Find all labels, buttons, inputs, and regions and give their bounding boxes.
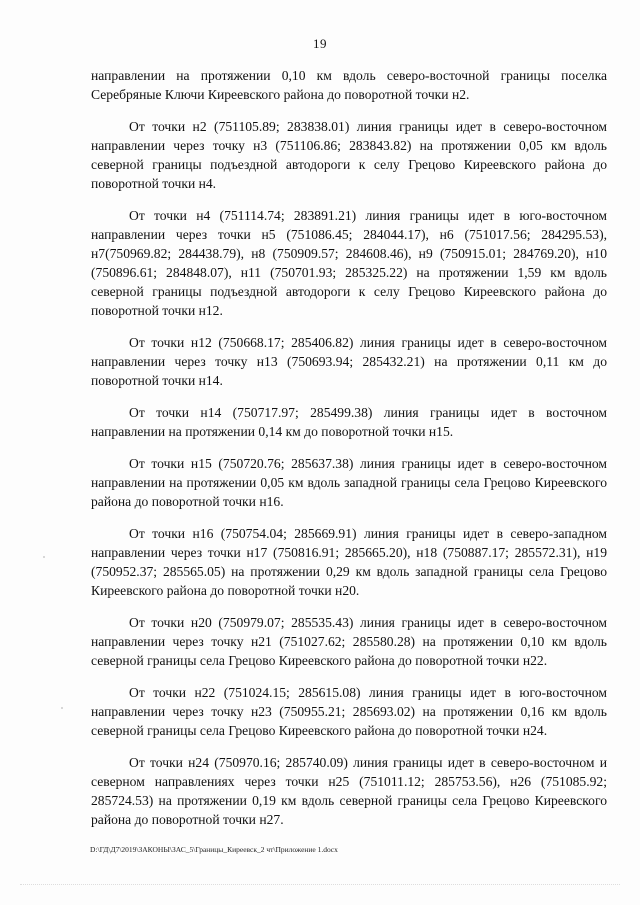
- paragraph: От точки н22 (751024.15; 285615.08) линия границы идет в юго-восточном направлении через точку н23 (750955.21; 285693.02) на протяжении 0,16 км вдоль северной границы села Грецово Киреевского района до поворотной точки н24.: [91, 685, 607, 738]
- document-body: [91, 66, 607, 842]
- paragraph: От точки н4 (751114.74; 283891.21) линия границы идет в юго-восточном направлении через точки н5 (751086.45; 284044.17), н6 (751017.56; 284295.53), н7(750969.82; 284438.79), н8 (750909.57; 284608.46), н9 (750915.01; 284769.20), н10 (750896.61; 284848.07), н11 (750701.93; 285325.22) на протяжении 1,59 км вдоль северной границы подъездной автодороги к селу Грецово Киреевского района до поворотной точки н12.: [91, 208, 607, 318]
- paragraph: От точки н15 (750720.76; 285637.38) линия границы идет в северо-восточном направлении на протяжении 0,05 км вдоль западной границы села Грецово Киреевского района до поворотной точки н16.: [91, 456, 607, 509]
- paragraph: От точки н16 (750754.04; 285669.91) линия границы идет в северо-западном направлении через точки н17 (750816.91; 285665.20), н18 (750887.17; 285572.31), н19 (750952.37; 285565.05) на протяжении 0,29 км вдоль западной границы села Грецово Киреевского района до поворотной точки н20.: [91, 526, 607, 598]
- paragraph: От точки н14 (750717.97; 285499.38) линия границы идет в восточном направлении на протяжении 0,14 км до поворотной точки н15.: [91, 405, 607, 439]
- paragraph: От точки н24 (750970.16; 285740.09) линия границы идет в северо-восточном и северном направлениях через точки н25 (751011.12; 285753.56), н26 (751085.92; 285724.53) на протяжении 0,19 км вдоль северной границы села Грецово Киреевского района до поворотной точки н27.: [91, 755, 607, 827]
- paragraph: От точки н20 (750979.07; 285535.43) линия границы идет в северо-восточном направлении через точку н21 (751027.62; 285580.28) на протяжении 0,10 км вдоль северной границы села Грецово Киреевского района до поворотной точки н22.: [91, 615, 607, 668]
- file-path-footer: D:\ГД\Д7\2019\ЗАКОНЫ\ЗАС_5\Границы_Киреевск_2 чт\Приложение 1.docx: [90, 845, 338, 854]
- page-number: 19: [313, 36, 327, 51]
- scan-speck: [61, 707, 63, 709]
- paragraph: От точки н12 (750668.17; 285406.82) линия границы идет в северо-восточном направлении через точку н13 (750693.94; 285432.21) на протяжении 0,11 км до поворотной точки н14.: [91, 335, 607, 388]
- paragraph: От точки н2 (751105.89; 283838.01) линия границы идет в северо-восточном направлении через точку н3 (751106.86; 283843.82) на протяжении 0,05 км вдоль северной границы подъездной автодороги к селу Грецово Киреевского района до поворотной точки н4.: [91, 119, 607, 191]
- paragraph: направлении на протяжении 0,10 км вдоль северо-восточной границы поселка Серебряные Ключи Киреевского района до поворотной точки н2.: [91, 68, 607, 102]
- scan-speck: [43, 556, 45, 558]
- scan-artifact-line: [20, 884, 620, 889]
